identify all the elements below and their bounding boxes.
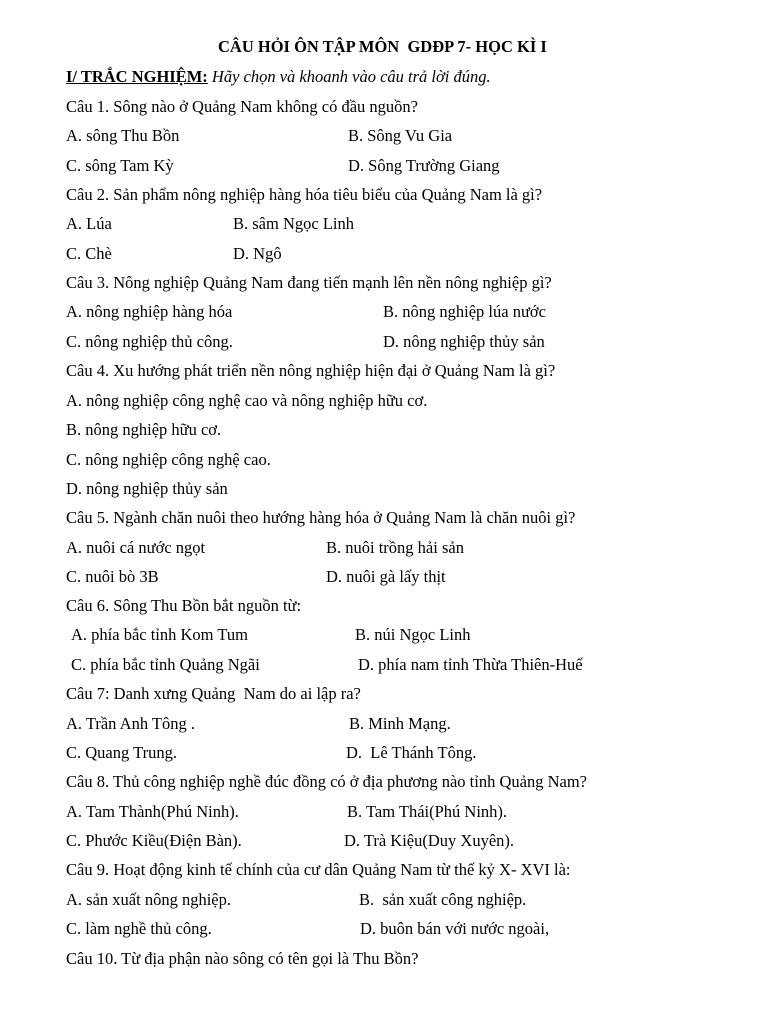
question-6: Câu 6. Sông Thu Bồn bắt nguồn từ: <box>66 596 302 615</box>
question-7: Câu 7: Danh xưng Quảng Nam do ai lập ra? <box>66 684 361 703</box>
q8-option-a: A. Tam Thành(Phú Ninh). <box>66 802 239 821</box>
q3-option-d: D. nông nghiệp thủy sản <box>383 332 545 351</box>
q1-option-b: B. Sông Vu Gia <box>348 126 453 145</box>
question-5: Câu 5. Ngành chăn nuôi theo hướng hàng hóa ở Quảng Nam là chăn nuôi gì? <box>66 508 576 527</box>
q5-option-b: B. nuôi trồng hải sản <box>326 538 464 557</box>
q4-option-a: A. nông nghiệp công nghệ cao và nông nghiệp hữu cơ. <box>66 391 428 410</box>
document-title: CÂU HỎI ÔN TẬP MÔN GDĐP 7- HỌC KÌ I <box>218 37 547 56</box>
q6-option-d: D. phía nam tỉnh Thừa Thiên-Huế <box>358 655 583 674</box>
section-instruction: Hãy chọn và khoanh vào câu trả lời đúng. <box>207 67 491 86</box>
q8-option-c: C. Phước Kiều(Điện Bàn). <box>66 831 242 850</box>
q7-option-b: B. Minh Mạng. <box>349 714 451 733</box>
question-10: Câu 10. Từ địa phận nào sông có tên gọi là Thu Bồn? <box>66 949 419 968</box>
q6-option-a: A. phía bắc tỉnh Kom Tum <box>71 625 248 644</box>
question-1: Câu 1. Sông nào ở Quảng Nam không có đầu nguồn? <box>66 97 418 116</box>
question-3: Câu 3. Nông nghiệp Quảng Nam đang tiến mạnh lên nền nông nghiệp gì? <box>66 273 552 292</box>
q9-option-c: C. làm nghề thủ công. <box>66 919 212 938</box>
q9-option-b: B. sản xuất công nghiệp. <box>359 890 527 909</box>
q7-option-d: D. Lê Thánh Tông. <box>346 743 477 762</box>
q3-option-a: A. nông nghiệp hàng hóa <box>66 302 233 321</box>
q4-option-d: D. nông nghiệp thủy sản <box>66 479 228 498</box>
q9-option-a: A. sản xuất nông nghiệp. <box>66 890 231 909</box>
q2-option-c: C. Chè <box>66 244 112 263</box>
q7-option-c: C. Quang Trung. <box>66 743 177 762</box>
q4-option-b: B. nông nghiệp hữu cơ. <box>66 420 222 439</box>
q2-option-d: D. Ngô <box>233 244 282 263</box>
q1-option-c: C. sông Tam Kỳ <box>66 156 174 175</box>
q6-option-c: C. phía bắc tỉnh Quảng Ngãi <box>71 655 260 674</box>
question-8: Câu 8. Thủ công nghiệp nghề đúc đồng có ở địa phương nào tỉnh Quảng Nam? <box>66 772 587 791</box>
q1-option-a: A. sông Thu Bồn <box>66 126 180 145</box>
q8-option-d: D. Trà Kiệu(Duy Xuyên). <box>344 831 515 850</box>
q6-option-b: B. núi Ngọc Linh <box>355 625 471 644</box>
q8-option-b: B. Tam Thái(Phú Ninh). <box>347 802 508 821</box>
q5-option-c: C. nuôi bò 3B <box>66 567 159 586</box>
q2-option-b: B. sâm Ngọc Linh <box>233 214 354 233</box>
question-9: Câu 9. Hoạt động kinh tế chính của cư dân Quảng Nam từ thế kỷ X- XVI là: <box>66 860 571 879</box>
q7-option-a: A. Trần Anh Tông . <box>66 714 195 733</box>
question-2: Câu 2. Sản phẩm nông nghiệp hàng hóa tiêu biểu của Quảng Nam là gì? <box>66 185 543 204</box>
section-heading <box>66 67 491 87</box>
q5-option-a: A. nuôi cá nước ngọt <box>66 538 206 557</box>
q3-option-c: C. nông nghiệp thủ công. <box>66 332 233 351</box>
question-4: Câu 4. Xu hướng phát triển nền nông nghiệp hiện đại ở Quảng Nam là gì? <box>66 361 556 380</box>
q1-option-d: D. Sông Trường Giang <box>348 156 500 175</box>
q3-option-b: B. nông nghiệp lúa nước <box>383 302 546 321</box>
q4-option-c: C. nông nghiệp công nghệ cao. <box>66 450 271 469</box>
section-label: I/ TRẮC NGHIỆM: <box>66 67 208 86</box>
q9-option-d: D. buôn bán với nước ngoài, <box>360 919 550 938</box>
q5-option-d: D. nuôi gà lấy thịt <box>326 567 446 586</box>
q2-option-a: A. Lúa <box>66 214 112 233</box>
